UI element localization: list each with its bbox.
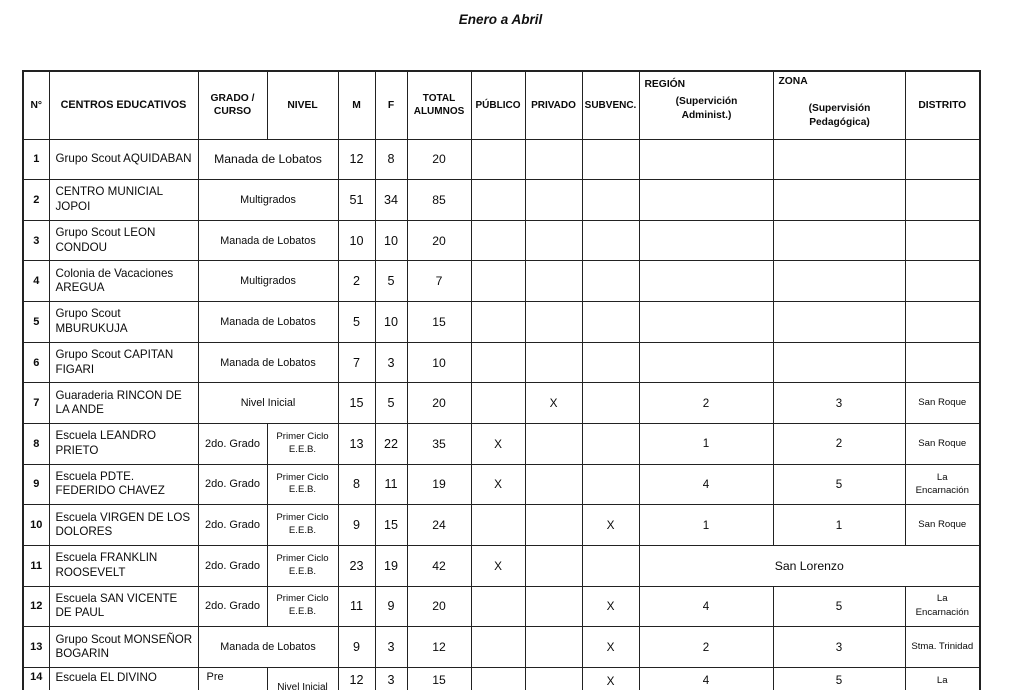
region-value: 4 bbox=[639, 464, 773, 505]
distrito-value: La Encarnación bbox=[905, 586, 980, 627]
table-row bbox=[23, 545, 980, 586]
male-count: 9 bbox=[338, 627, 375, 668]
male-count: 12 bbox=[338, 139, 375, 180]
privado-mark bbox=[525, 505, 582, 546]
publico-mark: X bbox=[471, 545, 525, 586]
publico-mark bbox=[471, 586, 525, 627]
region-value: 2 bbox=[639, 383, 773, 424]
privado-mark bbox=[525, 220, 582, 261]
table-row bbox=[23, 302, 980, 343]
total-alumnos: 20 bbox=[407, 383, 471, 424]
page-title: Enero a Abril bbox=[458, 12, 543, 27]
female-count: 3 bbox=[375, 342, 407, 383]
grado-curso-cell: 2do. Grado bbox=[198, 545, 267, 586]
total-alumnos: 35 bbox=[407, 423, 471, 464]
publico-mark bbox=[471, 180, 525, 221]
grado-nivel-merged-cell: Manada de Lobatos bbox=[198, 342, 338, 383]
enrollment-table-wrapper bbox=[22, 70, 981, 690]
row-number: 2 bbox=[23, 180, 49, 221]
privado-mark bbox=[525, 423, 582, 464]
header-region bbox=[639, 71, 773, 139]
centro-educativo-name: Escuela EL DIVINO bbox=[49, 667, 198, 690]
centro-educativo-name: Escuela LEANDRO PRIETO bbox=[49, 423, 198, 464]
female-count: 3 bbox=[375, 627, 407, 668]
centro-educativo-name: Grupo Scout MONSEÑOR BOGARIN bbox=[49, 627, 198, 668]
female-count: 10 bbox=[375, 302, 407, 343]
grado-nivel-merged-cell: Manada de Lobatos bbox=[198, 220, 338, 261]
male-count: 15 bbox=[338, 383, 375, 424]
publico-mark bbox=[471, 302, 525, 343]
zona-value: 1 bbox=[773, 505, 905, 546]
grado-curso-cell: 2do. Grado bbox=[198, 586, 267, 627]
header-num: N° bbox=[23, 71, 49, 139]
table-header bbox=[23, 71, 980, 139]
header-grado: GRADO / CURSO bbox=[198, 71, 267, 139]
zona-value: 2 bbox=[773, 423, 905, 464]
female-count: 10 bbox=[375, 220, 407, 261]
region-value bbox=[639, 180, 773, 221]
grado-curso-cell: 2do. Grado bbox=[198, 464, 267, 505]
row-number: 5 bbox=[23, 302, 49, 343]
centro-educativo-name: Guaraderia RINCON DE LA ANDE bbox=[49, 383, 198, 424]
zona-value bbox=[773, 220, 905, 261]
region-value: 4 bbox=[639, 667, 773, 690]
centro-educativo-name: Colonia de Vacaciones AREGUA bbox=[49, 261, 198, 302]
table-row bbox=[23, 220, 980, 261]
total-alumnos: 42 bbox=[407, 545, 471, 586]
privado-mark bbox=[525, 261, 582, 302]
total-alumnos: 20 bbox=[407, 139, 471, 180]
privado-mark bbox=[525, 627, 582, 668]
total-alumnos: 10 bbox=[407, 342, 471, 383]
subvenc-mark bbox=[582, 464, 639, 505]
female-count: 11 bbox=[375, 464, 407, 505]
header-row bbox=[23, 71, 980, 139]
subvenc-mark: X bbox=[582, 627, 639, 668]
zona-value: 5 bbox=[773, 586, 905, 627]
distrito-value: San Roque bbox=[905, 505, 980, 546]
male-count: 13 bbox=[338, 423, 375, 464]
table-row bbox=[23, 586, 980, 627]
total-alumnos: 24 bbox=[407, 505, 471, 546]
subvenc-mark: X bbox=[582, 667, 639, 690]
zona-value bbox=[773, 180, 905, 221]
subvenc-mark bbox=[582, 545, 639, 586]
subvenc-mark bbox=[582, 342, 639, 383]
subvenc-mark bbox=[582, 139, 639, 180]
row-number: 8 bbox=[23, 423, 49, 464]
row-number: 6 bbox=[23, 342, 49, 383]
total-alumnos: 20 bbox=[407, 220, 471, 261]
female-count: 8 bbox=[375, 139, 407, 180]
enrollment-table bbox=[22, 70, 981, 690]
publico-mark bbox=[471, 342, 525, 383]
header-zona-label: ZONA bbox=[778, 76, 808, 87]
total-alumnos: 15 bbox=[407, 667, 471, 690]
grado-nivel-merged-cell: Manada de Lobatos bbox=[198, 627, 338, 668]
female-count: 34 bbox=[375, 180, 407, 221]
male-count: 23 bbox=[338, 545, 375, 586]
distrito-value bbox=[905, 180, 980, 221]
distrito-value: San Roque bbox=[905, 423, 980, 464]
privado-mark bbox=[525, 139, 582, 180]
region-value bbox=[639, 342, 773, 383]
privado-mark bbox=[525, 545, 582, 586]
zona-value: 5 bbox=[773, 464, 905, 505]
publico-mark bbox=[471, 220, 525, 261]
grado-nivel-merged-cell: Manada de Lobatos bbox=[198, 139, 338, 180]
publico-mark bbox=[471, 261, 525, 302]
row-number: 4 bbox=[23, 261, 49, 302]
header-zona bbox=[773, 71, 905, 139]
header-m: M bbox=[338, 71, 375, 139]
male-count: 5 bbox=[338, 302, 375, 343]
distrito-value: Stma. Trinidad bbox=[905, 627, 980, 668]
zona-value bbox=[773, 302, 905, 343]
distrito-value bbox=[905, 139, 980, 180]
centro-educativo-name: Grupo Scout MBURUKUJA bbox=[49, 302, 198, 343]
publico-mark bbox=[471, 627, 525, 668]
row-number: 7 bbox=[23, 383, 49, 424]
privado-mark bbox=[525, 342, 582, 383]
male-count: 12 bbox=[338, 667, 375, 690]
row-number: 1 bbox=[23, 139, 49, 180]
region-value: 4 bbox=[639, 586, 773, 627]
distrito-value: La Encarnación bbox=[905, 464, 980, 505]
centro-educativo-name: CENTRO MUNICIAL JOPOI bbox=[49, 180, 198, 221]
header-nivel: NIVEL bbox=[267, 71, 338, 139]
male-count: 51 bbox=[338, 180, 375, 221]
privado-mark: X bbox=[525, 383, 582, 424]
header-f: F bbox=[375, 71, 407, 139]
region-value bbox=[639, 302, 773, 343]
centro-educativo-name: Grupo Scout AQUIDABAN bbox=[49, 139, 198, 180]
table-body bbox=[23, 139, 980, 690]
subvenc-mark: X bbox=[582, 586, 639, 627]
zona-value bbox=[773, 342, 905, 383]
female-count: 3 bbox=[375, 667, 407, 690]
privado-mark bbox=[525, 302, 582, 343]
nivel-cell: Primer Ciclo E.E.B. bbox=[267, 586, 338, 627]
table-row bbox=[23, 627, 980, 668]
header-total: TOTAL ALUMNOS bbox=[407, 71, 471, 139]
male-count: 10 bbox=[338, 220, 375, 261]
nivel-cell: Primer Ciclo E.E.B. bbox=[267, 423, 338, 464]
female-count: 5 bbox=[375, 261, 407, 302]
subvenc-mark bbox=[582, 261, 639, 302]
publico-mark bbox=[471, 667, 525, 690]
grado-nivel-merged-cell: Multigrados bbox=[198, 261, 338, 302]
zona-value bbox=[773, 261, 905, 302]
subvenc-mark bbox=[582, 423, 639, 464]
row-number: 3 bbox=[23, 220, 49, 261]
publico-mark bbox=[471, 139, 525, 180]
table-row bbox=[23, 139, 980, 180]
grado-nivel-merged-cell: Nivel Inicial bbox=[198, 383, 338, 424]
table-row bbox=[23, 505, 980, 546]
centro-educativo-name: Escuela PDTE. FEDERIDO CHAVEZ bbox=[49, 464, 198, 505]
female-count: 9 bbox=[375, 586, 407, 627]
centro-educativo-name: Escuela VIRGEN DE LOS DOLORES bbox=[49, 505, 198, 546]
table-row bbox=[23, 423, 980, 464]
total-alumnos: 85 bbox=[407, 180, 471, 221]
privado-mark bbox=[525, 464, 582, 505]
nivel-cell: Nivel Inicial bbox=[267, 667, 338, 690]
total-alumnos: 20 bbox=[407, 586, 471, 627]
row-number: 14 bbox=[23, 667, 49, 690]
header-subvenc: SUBVENC. bbox=[582, 71, 639, 139]
header-publico: PÚBLICO bbox=[471, 71, 525, 139]
region-value: 1 bbox=[639, 423, 773, 464]
total-alumnos: 7 bbox=[407, 261, 471, 302]
region-value bbox=[639, 220, 773, 261]
centro-educativo-name: Escuela FRANKLIN ROOSEVELT bbox=[49, 545, 198, 586]
male-count: 2 bbox=[338, 261, 375, 302]
centro-educativo-name: Grupo Scout LEON CONDOU bbox=[49, 220, 198, 261]
male-count: 8 bbox=[338, 464, 375, 505]
male-count: 11 bbox=[338, 586, 375, 627]
header-zona-sub: (Supervisión Pedagógica) bbox=[808, 103, 871, 128]
total-alumnos: 12 bbox=[407, 627, 471, 668]
centro-educativo-name: Grupo Scout CAPITAN FIGARI bbox=[49, 342, 198, 383]
table-row bbox=[23, 342, 980, 383]
table-row bbox=[23, 383, 980, 424]
distrito-value: La bbox=[905, 667, 980, 690]
grado-curso-cell: 2do. Grado bbox=[198, 505, 267, 546]
zona-value bbox=[773, 139, 905, 180]
female-count: 5 bbox=[375, 383, 407, 424]
region-zona-distrito-merged-cell: San Lorenzo bbox=[639, 545, 980, 586]
region-value: 1 bbox=[639, 505, 773, 546]
table-row bbox=[23, 180, 980, 221]
zona-value: 3 bbox=[773, 627, 905, 668]
subvenc-mark: X bbox=[582, 505, 639, 546]
male-count: 9 bbox=[338, 505, 375, 546]
subvenc-mark bbox=[582, 383, 639, 424]
header-privado: PRIVADO bbox=[525, 71, 582, 139]
grado-curso-cell: 2do. Grado bbox=[198, 423, 267, 464]
header-region-sub: (Supervición Administ.) bbox=[675, 96, 738, 121]
female-count: 15 bbox=[375, 505, 407, 546]
grado-nivel-merged-cell: Manada de Lobatos bbox=[198, 302, 338, 343]
region-value bbox=[639, 261, 773, 302]
row-number: 9 bbox=[23, 464, 49, 505]
table-row bbox=[23, 667, 980, 690]
region-value bbox=[639, 139, 773, 180]
publico-mark bbox=[471, 383, 525, 424]
row-number: 12 bbox=[23, 586, 49, 627]
total-alumnos: 15 bbox=[407, 302, 471, 343]
distrito-value bbox=[905, 261, 980, 302]
nivel-cell: Primer Ciclo E.E.B. bbox=[267, 464, 338, 505]
subvenc-mark bbox=[582, 220, 639, 261]
distrito-value bbox=[905, 342, 980, 383]
privado-mark bbox=[525, 586, 582, 627]
publico-mark bbox=[471, 505, 525, 546]
subvenc-mark bbox=[582, 302, 639, 343]
header-region-label: REGIÓN bbox=[644, 79, 686, 90]
total-alumnos: 19 bbox=[407, 464, 471, 505]
table-row bbox=[23, 464, 980, 505]
region-value: 2 bbox=[639, 627, 773, 668]
privado-mark bbox=[525, 180, 582, 221]
publico-mark: X bbox=[471, 464, 525, 505]
privado-mark bbox=[525, 667, 582, 690]
male-count: 7 bbox=[338, 342, 375, 383]
row-number: 11 bbox=[23, 545, 49, 586]
zona-value: 5 bbox=[773, 667, 905, 690]
nivel-cell: Primer Ciclo E.E.B. bbox=[267, 505, 338, 546]
zona-value: 3 bbox=[773, 383, 905, 424]
publico-mark: X bbox=[471, 423, 525, 464]
distrito-value bbox=[905, 220, 980, 261]
grado-nivel-merged-cell: Multigrados bbox=[198, 180, 338, 221]
grado-curso-cell: Pre bbox=[198, 667, 267, 690]
row-number: 10 bbox=[23, 505, 49, 546]
header-distrito: DISTRITO bbox=[905, 71, 980, 139]
table-row bbox=[23, 261, 980, 302]
female-count: 19 bbox=[375, 545, 407, 586]
subvenc-mark bbox=[582, 180, 639, 221]
centro-educativo-name: Escuela SAN VICENTE DE PAUL bbox=[49, 586, 198, 627]
header-centros: CENTROS EDUCATIVOS bbox=[49, 71, 198, 139]
female-count: 22 bbox=[375, 423, 407, 464]
nivel-cell: Primer Ciclo E.E.B. bbox=[267, 545, 338, 586]
distrito-value bbox=[905, 302, 980, 343]
distrito-value: San Roque bbox=[905, 383, 980, 424]
row-number: 13 bbox=[23, 627, 49, 668]
